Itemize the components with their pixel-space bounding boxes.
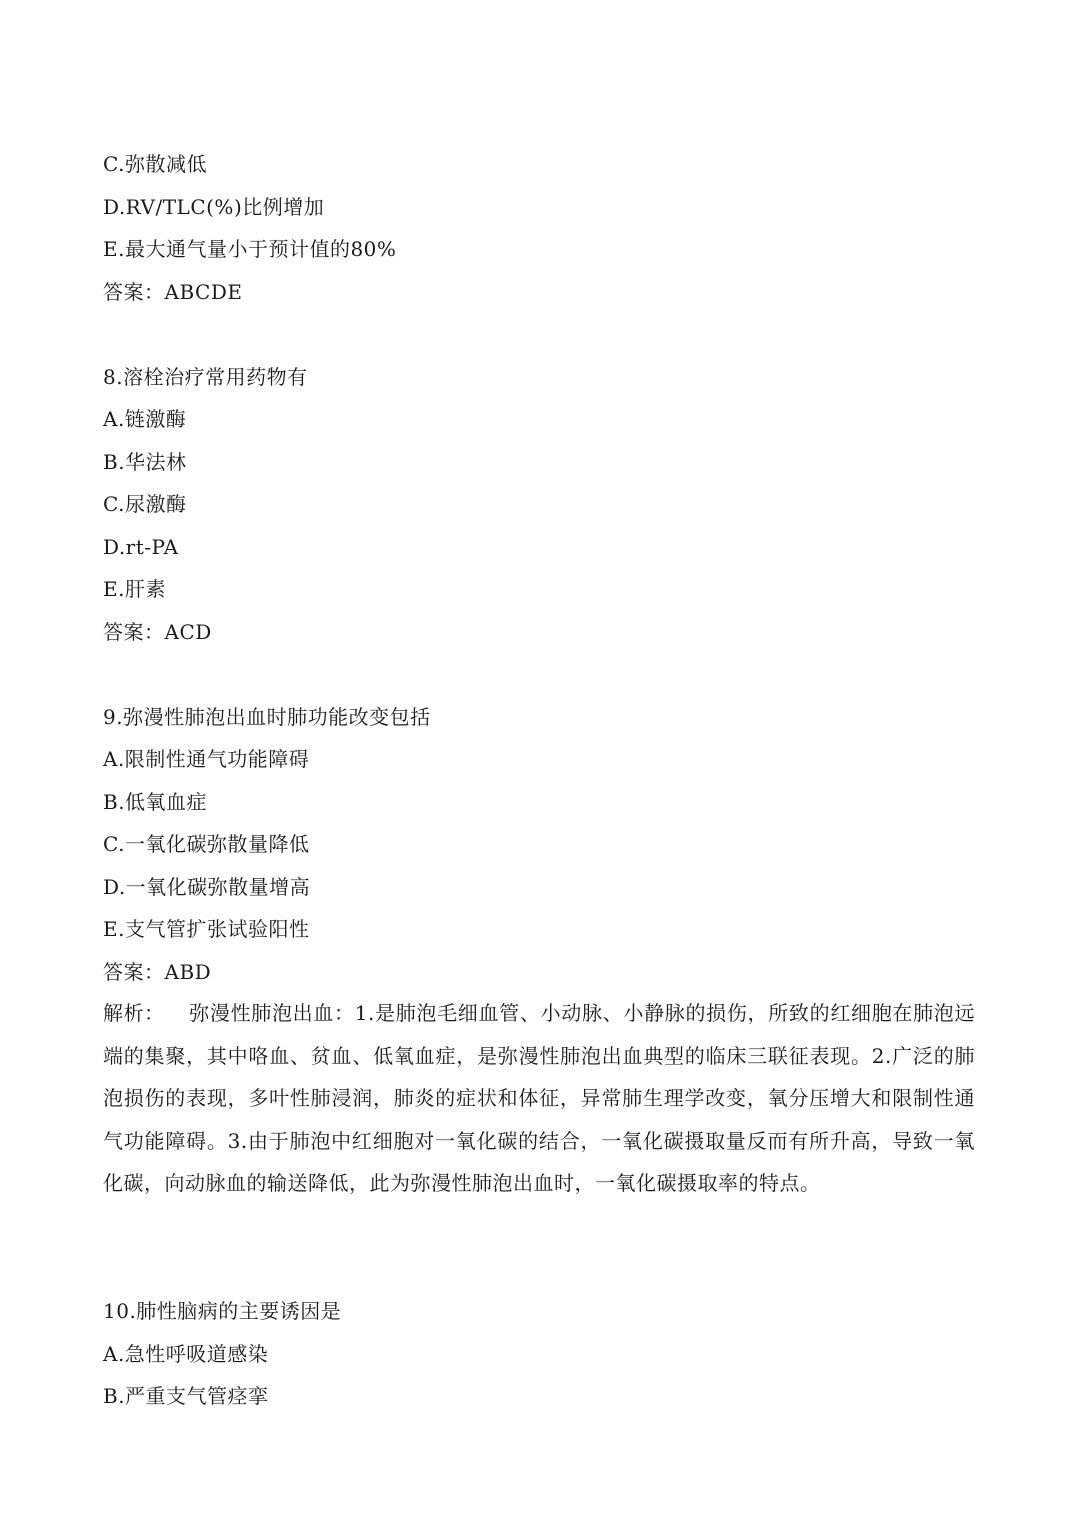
- q8-option-e: E.肝素: [103, 577, 166, 601]
- q10-option-a: A.急性呼吸道感染: [103, 1342, 269, 1366]
- q9-answer: 答案：ABD: [103, 960, 212, 984]
- q10-option-b: B.严重支气管痉挛: [103, 1384, 269, 1408]
- q7-option-e: E.最大通气量小于预计值的80%: [103, 237, 397, 261]
- q9-option-b: B.低氧血症: [103, 790, 208, 814]
- q8-question: 8.溶栓治疗常用药物有: [103, 365, 308, 389]
- q8-option-d: D.rt-PA: [103, 535, 179, 559]
- q8-option-a: A.链激酶: [103, 407, 187, 431]
- q9-option-d: D.一氧化碳弥散量增高: [103, 875, 311, 899]
- q7-option-d: D.RV/TLC(%)比例增加: [103, 195, 325, 219]
- q8-answer: 答案：ACD: [103, 620, 212, 644]
- q9-option-a: A.限制性通气功能障碍: [103, 747, 310, 771]
- q9-question: 9.弥漫性肺泡出血时肺功能改变包括: [103, 705, 431, 729]
- q9-analysis-text: 弥漫性肺泡出血：1.是肺泡毛细血管、小动脉、小静脉的损伤，所致的红细胞在肺泡远端的集聚，其中咯血、贫血、低氧血症，是弥漫性肺泡出血典型的临床三联征表现。2.广泛的肺泡损伤的表现，多叶性肺浸润，肺炎的症状和体征，异常肺生理学改变，氧分压增大和限制性通气功能障碍。3.由于肺泡中红细胞对一氧化碳的结合，一氧化碳摄取量反而有所升高，导致一氧化碳，向动脉血的输送降低，此为弥漫性肺泡出血时，一氧化碳摄取率的特点。: [103, 1001, 975, 1195]
- q7-option-c: C.弥散减低: [103, 152, 207, 176]
- q10-question: 10.肺性脑病的主要诱因是: [103, 1299, 342, 1323]
- q9-analysis-label: 解析：: [103, 1001, 165, 1025]
- q8-option-c: C.尿激酶: [103, 492, 187, 516]
- q9-option-e: E.支气管扩张试验阳性: [103, 917, 310, 941]
- q8-option-b: B.华法林: [103, 450, 187, 474]
- q7-answer: 答案：ABCDE: [103, 280, 243, 304]
- q9-option-c: C.一氧化碳弥散量降低: [103, 832, 310, 856]
- q9-analysis: [103, 992, 975, 1205]
